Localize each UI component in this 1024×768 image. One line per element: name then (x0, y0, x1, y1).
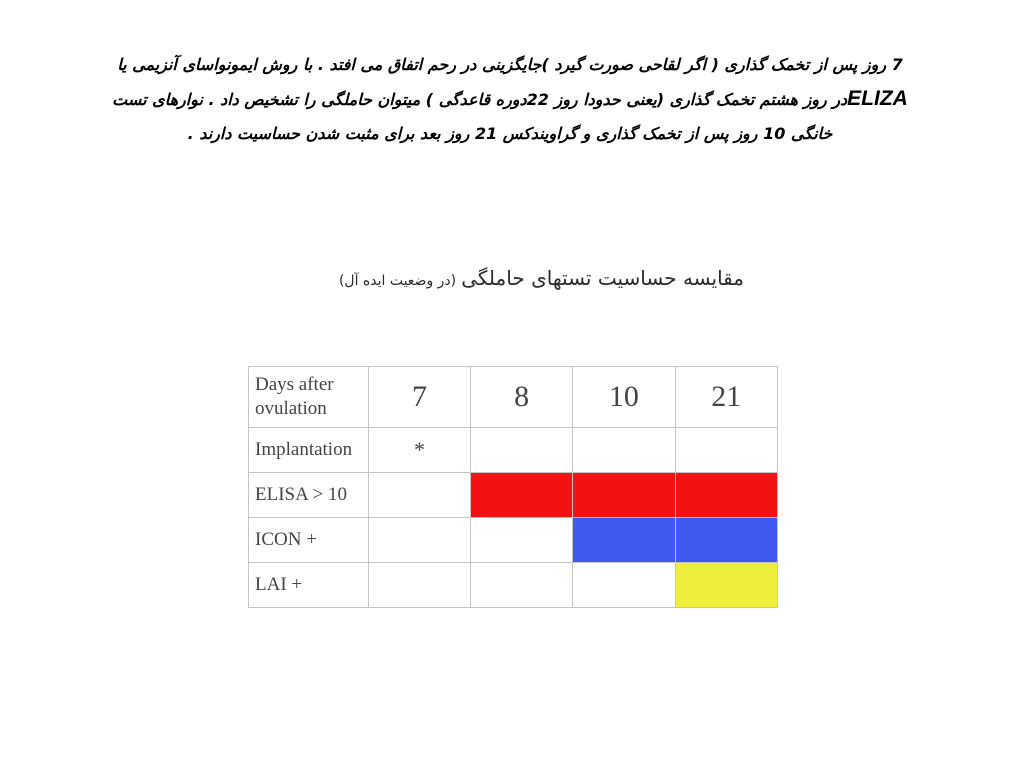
table-cell: * (368, 428, 470, 473)
table-cell (368, 563, 470, 608)
table-cell (573, 518, 675, 563)
intro-paragraph (70, 48, 950, 151)
row-label: Implantation (249, 428, 369, 473)
paragraph-line-1: 7 روز پس از تخمک گذاری ( اگر لقاحی صورت گیرد )جایگزینی در رحم اتفاق می افتد . با روش ایمونواسای آنزیمی یا (117, 55, 903, 74)
table-row-lai (249, 563, 778, 608)
table-cell (573, 428, 675, 473)
row-label: ICON + (249, 518, 369, 563)
day-header-21: 21 (675, 367, 777, 428)
figure-caption-sub: (در وضعیت ایده آل) (338, 273, 457, 289)
table-cell (573, 473, 675, 518)
row-label: ELISA > 10 (249, 473, 369, 518)
day-header-10: 10 (573, 367, 675, 428)
table-cell (675, 473, 777, 518)
table-cell (675, 563, 777, 608)
table-cell (471, 428, 573, 473)
row-label: LAI + (249, 563, 369, 608)
table-cell (471, 473, 573, 518)
sensitivity-figure (246, 258, 778, 610)
sensitivity-table (248, 366, 778, 608)
eliza-term: ELIZA (847, 87, 908, 110)
table-row-icon (249, 518, 778, 563)
table-cell (675, 428, 777, 473)
table-row-implantation (249, 428, 778, 473)
figure-caption-main: مقایسه حساسیت تستهای حاملگی (461, 266, 744, 290)
day-header-7: 7 (368, 367, 470, 428)
table-row-elisa (249, 473, 778, 518)
table-cell (573, 563, 675, 608)
figure-caption (260, 266, 744, 290)
table-cell (471, 563, 573, 608)
paragraph-line-3: خانگی 10 روز پس از تخمک گذاری و گراویندکس 21 روز بعد برای مثبت شدن حساسیت دارند . (187, 124, 833, 143)
table-cell (675, 518, 777, 563)
table-cell (368, 518, 470, 563)
table-header-row (249, 367, 778, 428)
header-label: Days after ovulation (249, 367, 369, 428)
day-header-8: 8 (471, 367, 573, 428)
table-cell (368, 473, 470, 518)
paragraph-line-2: در روز هشتم تخمک گذاری (یعنی حدودا روز 22دوره قاعدگی ) میتوان حاملگی را تشخیص داد . نوارهای تست (112, 90, 848, 109)
table-cell (471, 518, 573, 563)
